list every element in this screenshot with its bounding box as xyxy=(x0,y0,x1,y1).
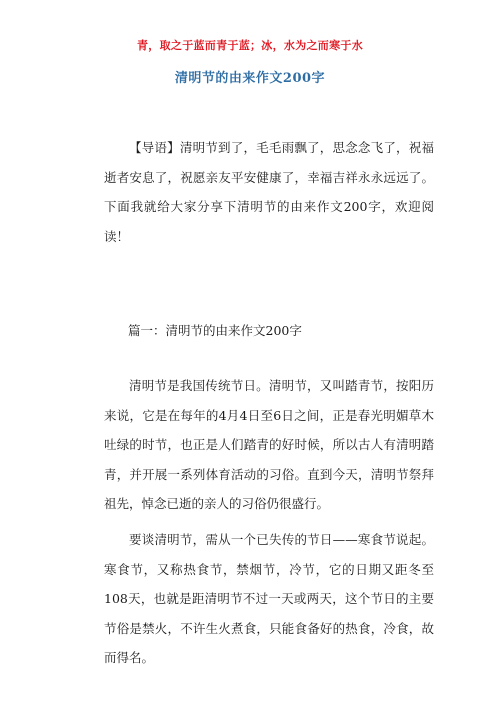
intro-paragraph: 【导语】清明节到了，毛毛雨飘了，思念念飞了，祝福逝者安息了，祝愿亲友平安健康了，幸福吉祥永永远远了。下面我就给大家分享下清明节的由来作文200字，欢迎阅读！ xyxy=(104,140,434,244)
document-title: 清明节的由来作文200字 xyxy=(174,71,326,86)
body-paragraph: 清明节是我国传统节日。清明节，又叫踏青节，按阳历来说，它是在每年的4月4日至6日之间，正是春光明媚草木吐绿的时节，也正是人们踏青的好时候，所以古人有清明踏青，并开展一系列体育活动的习俗。直到今天，清明节祭拜祖先，悼念已逝的亲人的习俗仍很盛行。 xyxy=(104,378,434,511)
body-paragraph: 要谈清明节，需从一个已失传的节日——寒食节说起。寒食节，又称热食节，禁烟节，冷节，它的日期又距冬至108天，也就是距清明节不过一天或两天，这个节日的主要节俗是禁火，不许生火煮食，只能食备好的热食，冷食，故而得名。 xyxy=(104,532,434,665)
header-motto: 青，取之于蓝而青于蓝；冰，水为之而寒于水 xyxy=(137,39,363,52)
section-heading: 篇一：清明节的由来作文200字 xyxy=(128,323,302,338)
